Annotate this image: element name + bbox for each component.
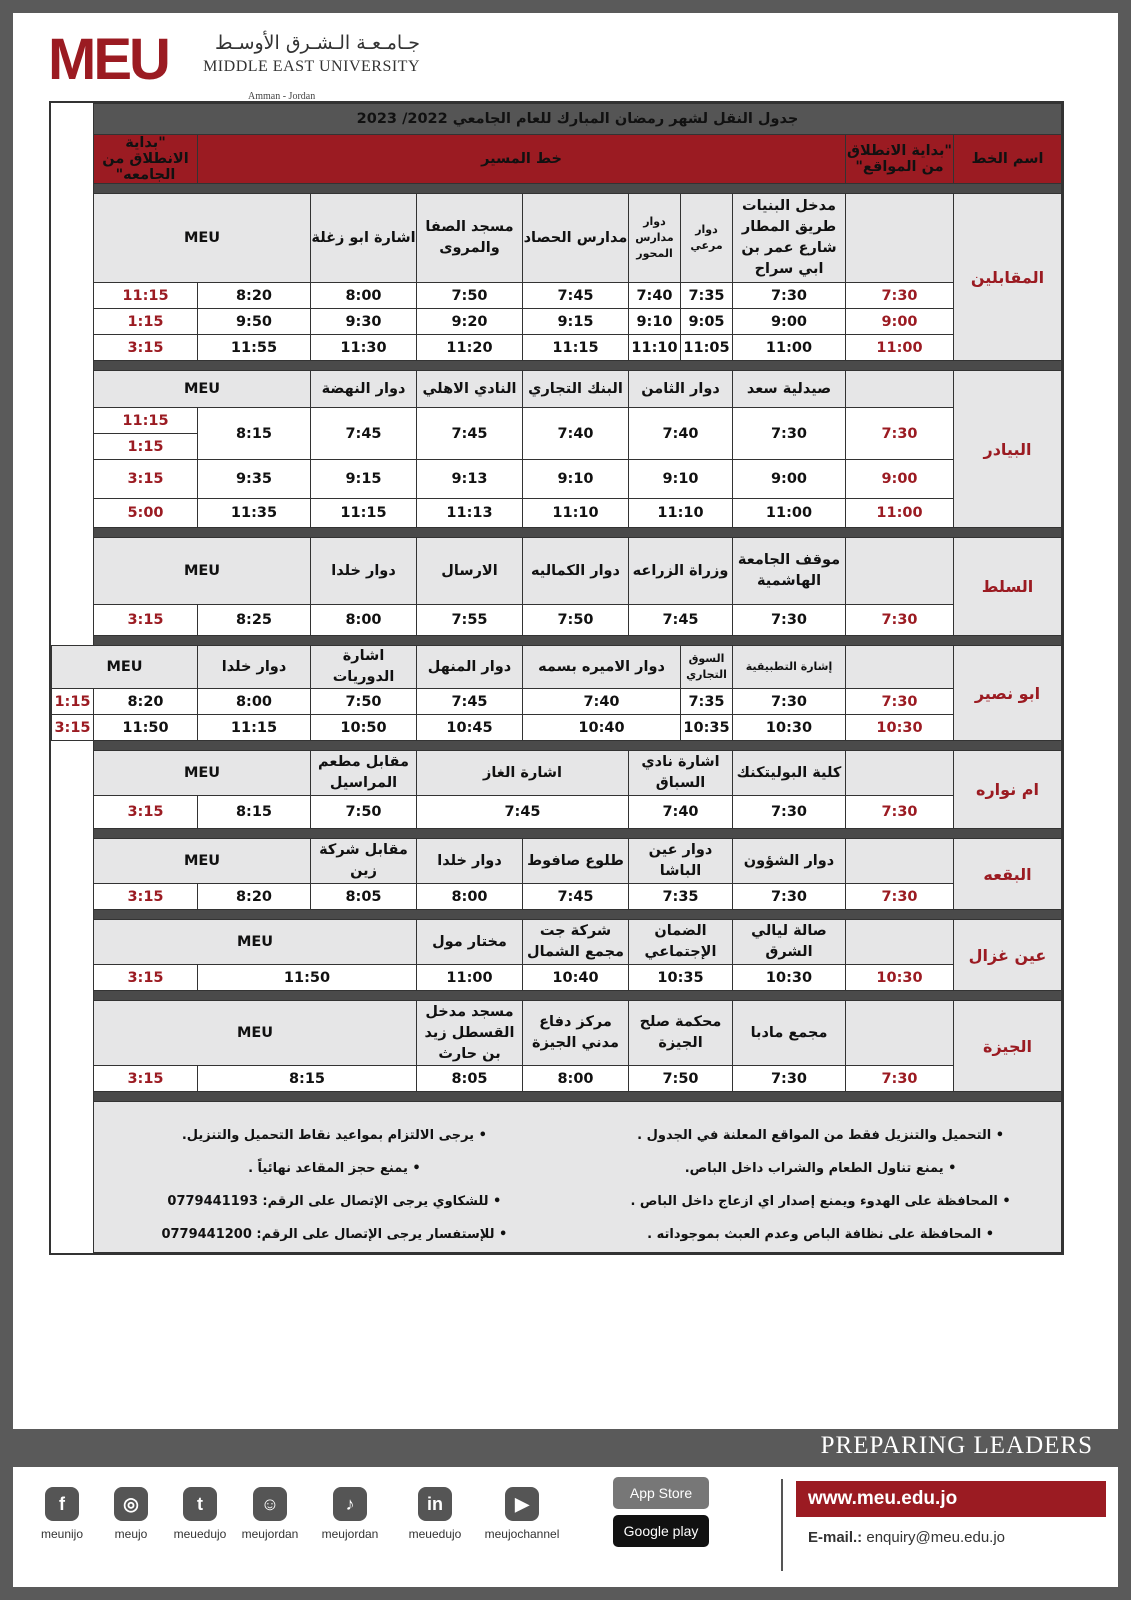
stop-cell: مسجد الصفا والمروى xyxy=(417,194,523,283)
time-cell: 10:40 xyxy=(523,965,629,991)
stop-cell: دوار عين الباشا xyxy=(629,839,733,884)
route-name: عين غزال xyxy=(954,920,1062,991)
stop-cell: محكمة صلح الجيزة xyxy=(629,1001,733,1066)
time-cell: 7:50 xyxy=(629,1066,733,1092)
time-cell: 10:35 xyxy=(681,715,733,741)
stop-cell: دوار مرعي xyxy=(681,194,733,283)
stop-cell: دوار مدارس المحور xyxy=(629,194,681,283)
social-link-snapchat[interactable]: ☺ meujordan xyxy=(235,1487,305,1541)
stop-cell: الارسال xyxy=(417,538,523,605)
time-cell: 11:35 xyxy=(198,499,311,528)
time-cell: 7:30 xyxy=(733,605,846,636)
stop-cell: مختار مول xyxy=(417,920,523,965)
start-time: 7:30 xyxy=(846,796,954,829)
time-cell: 7:40 xyxy=(629,796,733,829)
time-cell: 7:35 xyxy=(681,689,733,715)
return-time: 11:15 xyxy=(93,408,197,434)
route-name: السلط xyxy=(954,538,1062,636)
time-cell: 9:50 xyxy=(198,309,311,335)
time-cell: 9:00 xyxy=(733,460,846,499)
time-cell: 11:20 xyxy=(417,335,523,361)
stop-cell: اشارة ابو زغلة xyxy=(311,194,417,283)
time-cell: 7:30 xyxy=(733,796,846,829)
facebook-icon: f xyxy=(45,1487,79,1521)
logo-english-name: MIDDLE EAST UNIVERSITY xyxy=(203,58,420,75)
time-cell: 7:55 xyxy=(417,605,523,636)
stop-cell: دوار الاميره بسمه xyxy=(523,646,681,689)
time-cell: 9:10 xyxy=(629,309,681,335)
time-cell: 8:00 xyxy=(198,689,311,715)
email-line xyxy=(808,1529,1005,1546)
stop-cell: دوار خلدا xyxy=(311,538,417,605)
slogan: PREPARING LEADERS xyxy=(820,1432,1093,1459)
return-time: 1:15 xyxy=(93,434,197,460)
time-cell: 9:05 xyxy=(681,309,733,335)
stop-meu: MEU xyxy=(93,538,310,605)
time-cell: 11:13 xyxy=(417,499,523,528)
header-route: خط المسير xyxy=(198,135,846,184)
time-cell: 11:00 xyxy=(733,335,846,361)
time-cell: 7:50 xyxy=(417,283,523,309)
stop-cell: صيدلية سعد xyxy=(733,371,846,408)
return-time: 11:15 xyxy=(93,283,197,309)
return-time: 1:15 xyxy=(93,309,197,335)
time-cell: 11:00 xyxy=(417,965,523,991)
stop-meu: MEU xyxy=(93,920,416,965)
start-time: 9:00 xyxy=(846,309,954,335)
return-time: 3:15 xyxy=(52,715,94,741)
stop-cell: الضمان الإجتماعي xyxy=(629,920,733,965)
start-time: 9:00 xyxy=(846,460,954,499)
time-cell: 8:05 xyxy=(311,884,417,910)
notes-panel xyxy=(93,1102,1061,1253)
social-link-instagram[interactable]: ◎ meujo xyxy=(96,1487,166,1541)
time-cell: 11:15 xyxy=(311,499,417,528)
time-cell: 8:20 xyxy=(198,884,311,910)
start-time: 7:30 xyxy=(846,884,954,910)
time-cell: 8:00 xyxy=(417,884,523,910)
time-cell: 9:30 xyxy=(311,309,417,335)
stop-cell: مركز دفاع مدني الجيزة xyxy=(523,1001,629,1066)
email-label: E-mail.: xyxy=(808,1529,863,1546)
route-name: ام نواره xyxy=(954,751,1062,829)
start-time: 7:30 xyxy=(846,689,954,715)
time-cell: 7:45 xyxy=(417,408,523,460)
social-link-facebook[interactable]: f meunijo xyxy=(27,1487,97,1541)
time-cell: 8:00 xyxy=(523,1066,629,1092)
time-cell: 7:45 xyxy=(523,884,629,910)
start-time: 10:30 xyxy=(846,965,954,991)
snapchat-icon: ☺ xyxy=(253,1487,287,1521)
stop-meu: MEU xyxy=(93,194,310,283)
stop-cell: مقابل شركة زين xyxy=(311,839,417,884)
stop-cell: دوار الشؤون xyxy=(733,839,846,884)
return-time: 3:15 xyxy=(93,965,197,991)
route-name: البيادر xyxy=(954,371,1062,528)
time-cell: 11:00 xyxy=(733,499,846,528)
time-cell: 10:40 xyxy=(523,715,681,741)
time-cell: 7:40 xyxy=(523,689,681,715)
return-time: 3:15 xyxy=(93,460,197,499)
time-cell: 7:30 xyxy=(733,283,846,309)
route-name: المقابلين xyxy=(954,194,1062,361)
time-cell: 7:45 xyxy=(629,605,733,636)
time-cell: 10:50 xyxy=(311,715,417,741)
time-cell: 7:45 xyxy=(417,796,629,829)
time-cell: 9:10 xyxy=(523,460,629,499)
return-time: 3:15 xyxy=(93,605,197,636)
website-link[interactable]: www.meu.edu.jo xyxy=(796,1481,1106,1517)
time-cell: 11:30 xyxy=(311,335,417,361)
time-cell: 7:30 xyxy=(733,1066,846,1092)
start-time: 7:30 xyxy=(846,408,954,460)
time-cell: 7:50 xyxy=(523,605,629,636)
linkedin-icon: in xyxy=(418,1487,452,1521)
stop-cell: السوق التجاري xyxy=(681,646,733,689)
route-name: ابو نصير xyxy=(954,646,1062,741)
time-cell: 11:10 xyxy=(629,335,681,361)
time-cell: 7:40 xyxy=(629,283,681,309)
route-name: البقعه xyxy=(954,839,1062,910)
notes-left-list xyxy=(110,1119,559,1251)
stop-meu: MEU xyxy=(93,751,310,796)
time-cell: 9:15 xyxy=(523,309,629,335)
time-cell: 10:45 xyxy=(417,715,523,741)
university-logo xyxy=(48,27,420,111)
start-time: 7:30 xyxy=(846,605,954,636)
note-item: • المحافظة على نظافة الباص وعدم العبث بموجوداته . xyxy=(596,1218,1045,1251)
stop-cell: اشارة الدوريات xyxy=(311,646,417,689)
header-line-name: اسم الخط xyxy=(954,135,1062,184)
time-cell: 7:30 xyxy=(733,689,846,715)
time-cell: 9:35 xyxy=(198,460,311,499)
footer xyxy=(13,1467,1118,1587)
start-time: 11:00 xyxy=(846,335,954,361)
stop-cell: موقف الجامعة الهاشمية xyxy=(733,538,846,605)
start-time: 10:30 xyxy=(846,715,954,741)
start-time: 7:30 xyxy=(846,283,954,309)
time-cell: 11:05 xyxy=(681,335,733,361)
start-time: 7:30 xyxy=(846,1066,954,1092)
time-cell: 11:55 xyxy=(198,335,311,361)
time-cell: 9:00 xyxy=(733,309,846,335)
time-cell: 11:50 xyxy=(198,965,417,991)
stop-cell: دوار خلدا xyxy=(198,646,311,689)
note-item: • يمنع حجز المقاعد نهائياً . xyxy=(110,1152,559,1185)
logo-letters: MEU xyxy=(48,27,168,92)
stop-cell: دوار الثامن xyxy=(629,371,733,408)
time-cell: 8:15 xyxy=(198,796,311,829)
stop-cell: البنك التجاري xyxy=(523,371,629,408)
time-cell: 7:50 xyxy=(311,796,417,829)
header-start-sites: "بداية الانطلاق من المواقع" xyxy=(846,135,954,184)
stop-cell: صالة ليالي الشرق xyxy=(733,920,846,965)
stop-cell: النادي الاهلي xyxy=(417,371,523,408)
time-cell: 11:10 xyxy=(629,499,733,528)
stop-cell: دوار خلدا xyxy=(417,839,523,884)
time-cell: 10:35 xyxy=(629,965,733,991)
stop-meu: MEU xyxy=(93,1001,416,1066)
time-cell: 9:20 xyxy=(417,309,523,335)
time-cell: 10:30 xyxy=(733,715,846,741)
stop-cell: شركة جت مجمع الشمال xyxy=(523,920,629,965)
time-cell: 9:13 xyxy=(417,460,523,499)
header-start-university: "بداية الانطلاق من الجامعه" xyxy=(93,135,197,184)
route-name: الجيزة xyxy=(954,1001,1062,1092)
stop-cell: مسجد مدخل القسطل زيد بن حارث xyxy=(417,1001,523,1066)
time-cell: 7:30 xyxy=(733,408,846,460)
stop-cell: دوار الكماليه xyxy=(523,538,629,605)
time-cell: 8:20 xyxy=(93,689,197,715)
return-time: 3:15 xyxy=(93,884,197,910)
note-item: • يمنع تناول الطعام والشراب داخل الباص. xyxy=(596,1152,1045,1185)
stop-cell: مجمع مادبا xyxy=(733,1001,846,1066)
email-link[interactable]: enquiry@meu.edu.jo xyxy=(866,1529,1005,1546)
time-cell: 11:10 xyxy=(523,499,629,528)
time-cell: 8:00 xyxy=(311,283,417,309)
time-cell: 8:05 xyxy=(417,1066,523,1092)
time-cell: 7:45 xyxy=(311,408,417,460)
time-cell: 8:20 xyxy=(198,283,311,309)
return-time: 1:15 xyxy=(52,689,94,715)
logo-location: Amman - Jordan xyxy=(248,91,316,102)
tiktok-icon: ♪ xyxy=(333,1487,367,1521)
stop-meu: MEU xyxy=(52,646,198,689)
table-title: جدول النقل لشهر رمضان المبارك للعام الجامعي 2022/ 2023 xyxy=(93,104,1061,135)
logo-arabic-name: جـامـعـة الـشـرق الأوسـط xyxy=(214,32,420,54)
return-time: 3:15 xyxy=(93,796,197,829)
time-cell: 8:25 xyxy=(198,605,311,636)
time-cell: 8:00 xyxy=(311,605,417,636)
instagram-icon: ◎ xyxy=(114,1487,148,1521)
time-cell: 11:15 xyxy=(198,715,311,741)
time-cell: 7:40 xyxy=(523,408,629,460)
note-item: • للشكاوي يرجى الإتصال على الرقم: 0779441193 xyxy=(110,1185,559,1218)
note-item: • المحافظة على الهدوء ويمنع إصدار اي ازعاج داخل الباص . xyxy=(596,1185,1045,1218)
time-cell: 7:40 xyxy=(629,408,733,460)
stop-cell: إشارة التطبيقية xyxy=(733,646,846,689)
time-cell: 7:35 xyxy=(629,884,733,910)
note-item: • التحميل والتنزيل فقط من المواقع المعلنة في الجدول . xyxy=(596,1119,1045,1152)
stop-cell: دوار النهضة xyxy=(311,371,417,408)
google-play-badge[interactable]: Google play xyxy=(613,1515,709,1547)
social-link-tiktok[interactable]: ♪ meujordan xyxy=(315,1487,385,1541)
time-cell: 10:30 xyxy=(733,965,846,991)
footer-divider xyxy=(781,1479,783,1571)
return-time: 3:15 xyxy=(93,335,197,361)
stop-cell: كلية البوليتكنك xyxy=(733,751,846,796)
app-store-badge[interactable]: App Store xyxy=(613,1477,709,1509)
time-cell: 7:30 xyxy=(733,884,846,910)
notes-right-list xyxy=(596,1119,1045,1251)
social-link-linkedin[interactable]: in meuedujo xyxy=(400,1487,470,1541)
start-time: 11:00 xyxy=(846,499,954,528)
time-cell: 9:15 xyxy=(311,460,417,499)
time-cell: 8:15 xyxy=(198,1066,417,1092)
time-cell: 8:15 xyxy=(198,408,311,460)
stop-cell: مدخل البنيات طريق المطار شارع عمر بن ابي سراح xyxy=(733,194,846,283)
youtube-icon: ▶ xyxy=(505,1487,539,1521)
stop-cell: مقابل مطعم المراسيل xyxy=(311,751,417,796)
stop-meu: MEU xyxy=(93,371,310,408)
stop-cell: اشارة نادي السباق xyxy=(629,751,733,796)
note-item: • يرجى الالتزام بمواعيد نقاط التحميل والتنزيل. xyxy=(110,1119,559,1152)
note-item: • للإستفسار يرجى الإتصال على الرقم: 0779441200 xyxy=(110,1218,559,1251)
time-cell: 7:35 xyxy=(681,283,733,309)
time-cell: 9:10 xyxy=(629,460,733,499)
social-link-youtube[interactable]: ▶ meujochannel xyxy=(479,1487,565,1541)
time-cell: 7:45 xyxy=(523,283,629,309)
stop-cell: دوار المنهل xyxy=(417,646,523,689)
stop-cell: وزراة الزراعه xyxy=(629,538,733,605)
time-cell: 11:50 xyxy=(93,715,197,741)
social-link-twitter[interactable]: t meuedujo xyxy=(165,1487,235,1541)
return-time: 5:00 xyxy=(93,499,197,528)
stop-cell: مدارس الحصاد xyxy=(523,194,629,283)
time-cell: 11:15 xyxy=(523,335,629,361)
stop-cell: اشارة الغاز xyxy=(417,751,629,796)
time-cell: 7:45 xyxy=(417,689,523,715)
schedule-page xyxy=(13,13,1118,1429)
return-time: 3:15 xyxy=(93,1066,197,1092)
stop-meu: MEU xyxy=(93,839,310,884)
twitter-icon: t xyxy=(183,1487,217,1521)
transport-schedule-table xyxy=(49,101,1064,1255)
time-cell: 7:50 xyxy=(311,689,417,715)
stop-cell: طلوع صافوط xyxy=(523,839,629,884)
